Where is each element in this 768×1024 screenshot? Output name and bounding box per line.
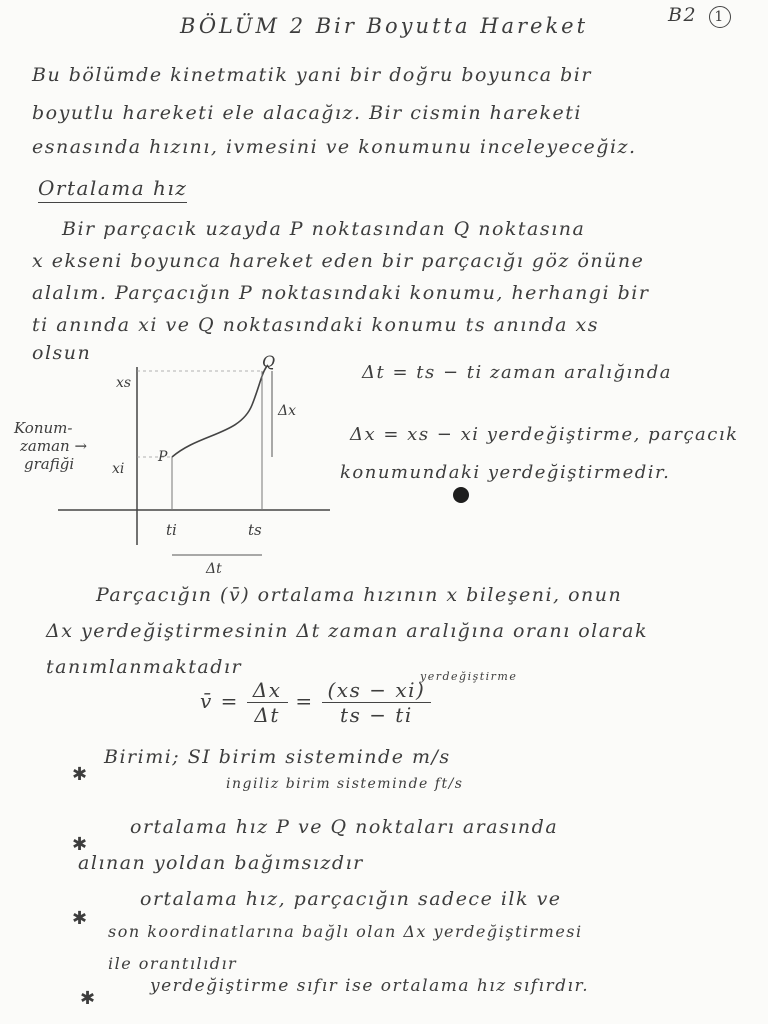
graph-curve bbox=[172, 365, 268, 457]
avg-def-line-1: Parçacığın (v̄) ortalama hızının x bileşeni, onun bbox=[96, 584, 623, 606]
bullet-3-line-3: ile orantılıdır bbox=[108, 954, 238, 973]
bullet-2-line-2: alınan yoldan bağımsızdır bbox=[78, 852, 364, 874]
avg-velocity-formula bbox=[200, 678, 431, 727]
graph-tick-ts: ts bbox=[248, 521, 262, 539]
bullet-2-line-1: ortalama hız P ve Q noktaları arasında bbox=[130, 816, 559, 838]
page-label: B2 bbox=[668, 4, 698, 26]
graph-dx-label: Δx bbox=[278, 403, 297, 419]
formula-frac2-num: (xs − xi) bbox=[322, 678, 432, 703]
ink-blot bbox=[450, 484, 472, 506]
formula-fraction-2 bbox=[322, 678, 432, 727]
bullet-1-line-2: ingiliz birim sisteminde ft/s bbox=[226, 776, 464, 792]
formula-frac1-num: Δx bbox=[247, 678, 288, 703]
bullet-2-mark: ✱ bbox=[72, 834, 89, 855]
page-number bbox=[668, 4, 731, 28]
eq-delta-t: Δt = ts − ti zaman aralığında bbox=[362, 362, 673, 383]
body-line-3: alalım. Parçacığın P noktasındaki konumu, herhangi bir bbox=[32, 282, 650, 304]
body-line-4: ti anında xi ve Q noktasındaki konumu ts anında xs bbox=[32, 314, 599, 336]
chapter-title: BÖLÜM 2 Bir Boyutta Hareket bbox=[180, 14, 589, 38]
formula-frac1-den: Δt bbox=[254, 703, 280, 727]
intro-line-2: boyutlu hareketi ele alacağız. Bir cismin hareketi bbox=[32, 102, 582, 124]
intro-line-1: Bu bölümde kinetmatik yani bir doğru boyunca bir bbox=[32, 64, 592, 86]
avg-def-line-3: tanımlanmaktadır bbox=[46, 656, 243, 678]
bullet-4-mark: ✱ bbox=[80, 988, 97, 1009]
graph-point-p: P bbox=[158, 449, 168, 465]
position-time-graph bbox=[0, 355, 350, 580]
formula-note: yerdeğiştirme bbox=[420, 670, 518, 683]
graph-y-label-bottom: xi bbox=[112, 461, 125, 477]
formula-frac2-den: ts − ti bbox=[340, 703, 413, 727]
page-number-circle: 1 bbox=[709, 6, 731, 28]
graph-point-q: Q bbox=[262, 355, 276, 371]
graph-side-label-2: zaman → bbox=[20, 437, 88, 455]
formula-lhs: v̄ = bbox=[200, 689, 239, 713]
eq-delta-x-line-2: konumundaki yerdeğiştirmedir. bbox=[340, 462, 671, 483]
body-line-2: x ekseni boyunca hareket eden bir parçacığı göz önüne bbox=[32, 250, 645, 272]
avg-def-line-2: Δx yerdeğiştirmesinin Δt zaman aralığına oranı olarak bbox=[46, 620, 648, 642]
bullet-3-line-1: ortalama hız, parçacığın sadece ilk ve bbox=[140, 888, 562, 910]
bullet-4-line-1: yerdeğiştirme sıfır ise ortalama hız sıfırdır. bbox=[150, 976, 590, 996]
bullet-1-line-1: Birimi; SI birim sisteminde m/s bbox=[104, 746, 451, 768]
graph-y-label-top: xs bbox=[116, 375, 132, 391]
intro-line-3: esnasında hızını, ivmesini ve konumunu inceleyeceğiz. bbox=[32, 136, 637, 158]
bullet-3-line-2: son koordinatlarına bağlı olan Δx yerdeğiştirmesi bbox=[108, 922, 583, 941]
graph-tick-ti: ti bbox=[166, 521, 177, 539]
graph-side-label-3: grafiği bbox=[24, 455, 75, 473]
section-title: Ortalama hız bbox=[38, 176, 187, 203]
bullet-1-mark: ✱ bbox=[72, 764, 89, 785]
body-line-1: Bir parçacık uzayda P noktasından Q noktasına bbox=[62, 218, 586, 240]
body-line-5: olsun bbox=[32, 342, 92, 364]
graph-side-label-1: Konum- bbox=[14, 419, 73, 437]
formula-fraction-1 bbox=[247, 678, 288, 727]
eq-delta-x-line-1: Δx = xs − xi yerdeğiştirme, parçacık bbox=[350, 424, 739, 445]
bullet-3-mark: ✱ bbox=[72, 908, 89, 929]
graph-dt-label: Δt bbox=[206, 561, 222, 577]
formula-equals: = bbox=[295, 689, 314, 713]
